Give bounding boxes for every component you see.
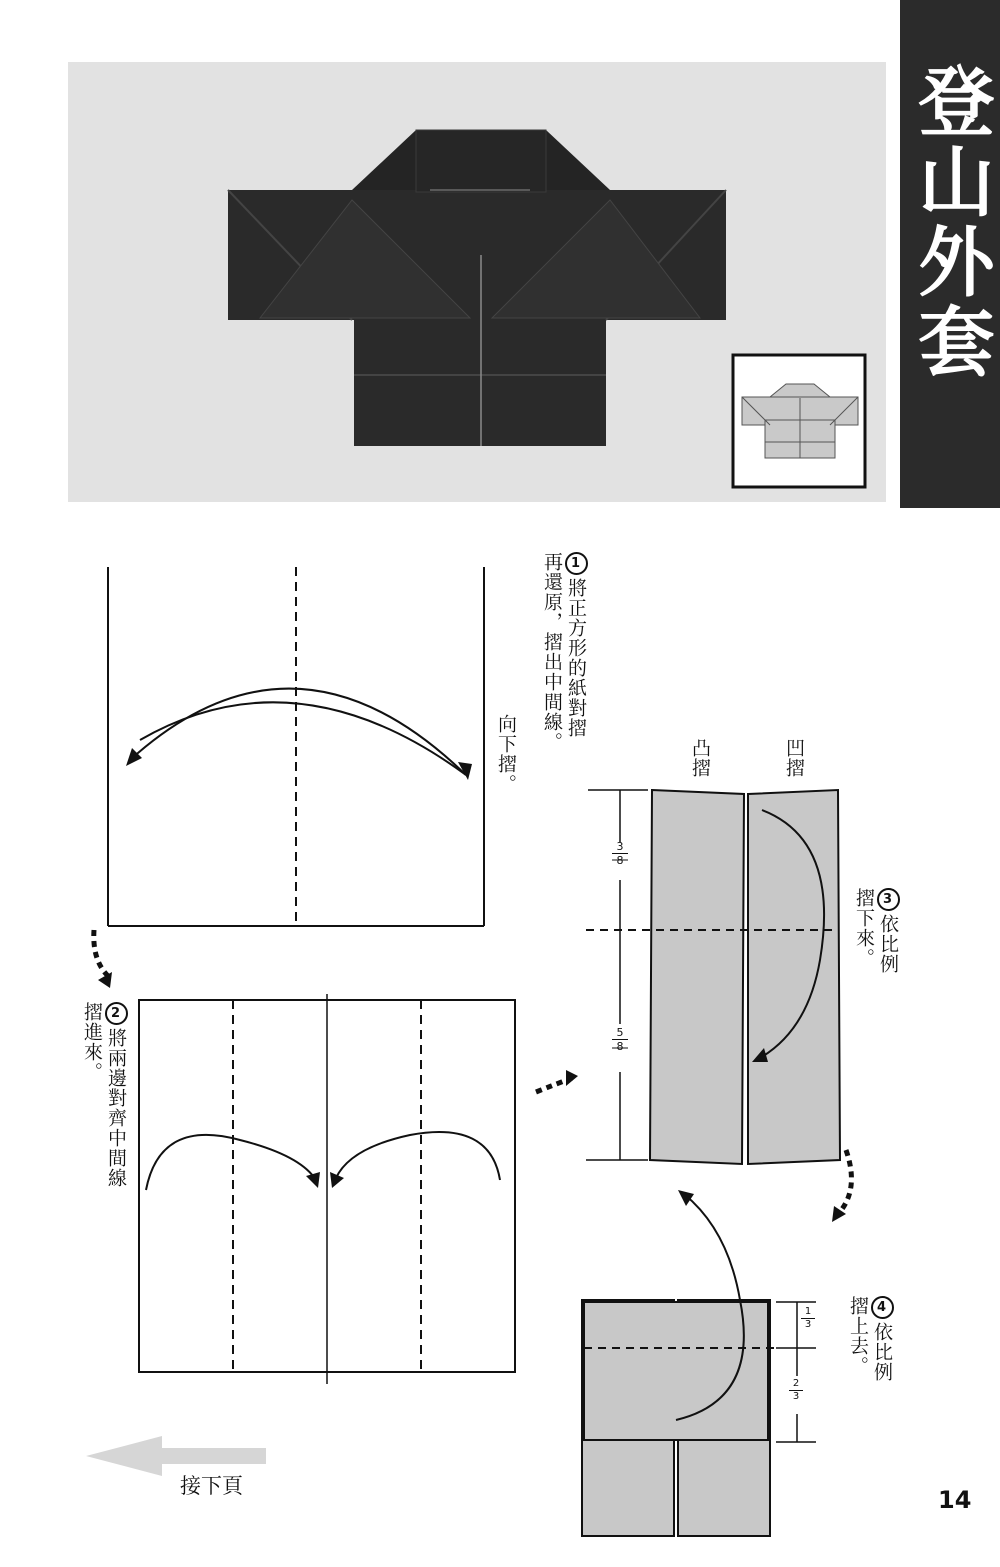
ratio-step3-bottom: 5 8 (612, 1026, 628, 1053)
step1-side-label: 向下摺。 (495, 714, 517, 794)
step2-number: 2 (105, 1002, 128, 1025)
step3-number: 3 (877, 888, 900, 911)
step4-text (846, 1296, 894, 1406)
step2-diagram (139, 994, 515, 1384)
step3-text (852, 888, 900, 998)
step2-line1: 2將兩邊對齊中間線 (105, 1002, 127, 1188)
valley-fold-label: 凹摺 (783, 738, 805, 778)
step1-diagram (108, 567, 484, 926)
step4-diagram (582, 1190, 816, 1536)
page-number: 14 (938, 1486, 972, 1514)
title-bar (900, 0, 1000, 508)
flow-arrow-2 (536, 1070, 578, 1092)
step2-line2: 摺進來。 (81, 1002, 103, 1082)
step1-line2: 再還原，摺出中間線。 (541, 552, 563, 752)
step4-number: 4 (871, 1296, 894, 1319)
ratio-step4-bottom: 2 3 (789, 1378, 803, 1403)
mountain-fold-label: 凸摺 (689, 738, 711, 778)
jacket-photo (228, 130, 726, 446)
step1-text (540, 552, 588, 792)
step4-line2: 摺上去。 (847, 1296, 869, 1376)
step1-line1: 1將正方形的紙對摺 (565, 552, 587, 738)
flow-arrow-1 (94, 930, 112, 988)
step3-line2: 摺下來。 (853, 888, 875, 968)
ratio-step3-top: 3 8 (612, 840, 628, 867)
step2-text (80, 1002, 128, 1212)
jacket-thumbnail (733, 355, 865, 487)
step3-line1: 3依比例 (877, 888, 899, 974)
step1-number: 1 (565, 552, 588, 575)
step4-line1: 4依比例 (871, 1296, 893, 1382)
next-page-label[interactable]: 接下頁 (180, 1474, 243, 1498)
page-title: 登山外套 (906, 62, 995, 382)
ratio-step4-top: 1 3 (801, 1306, 815, 1331)
